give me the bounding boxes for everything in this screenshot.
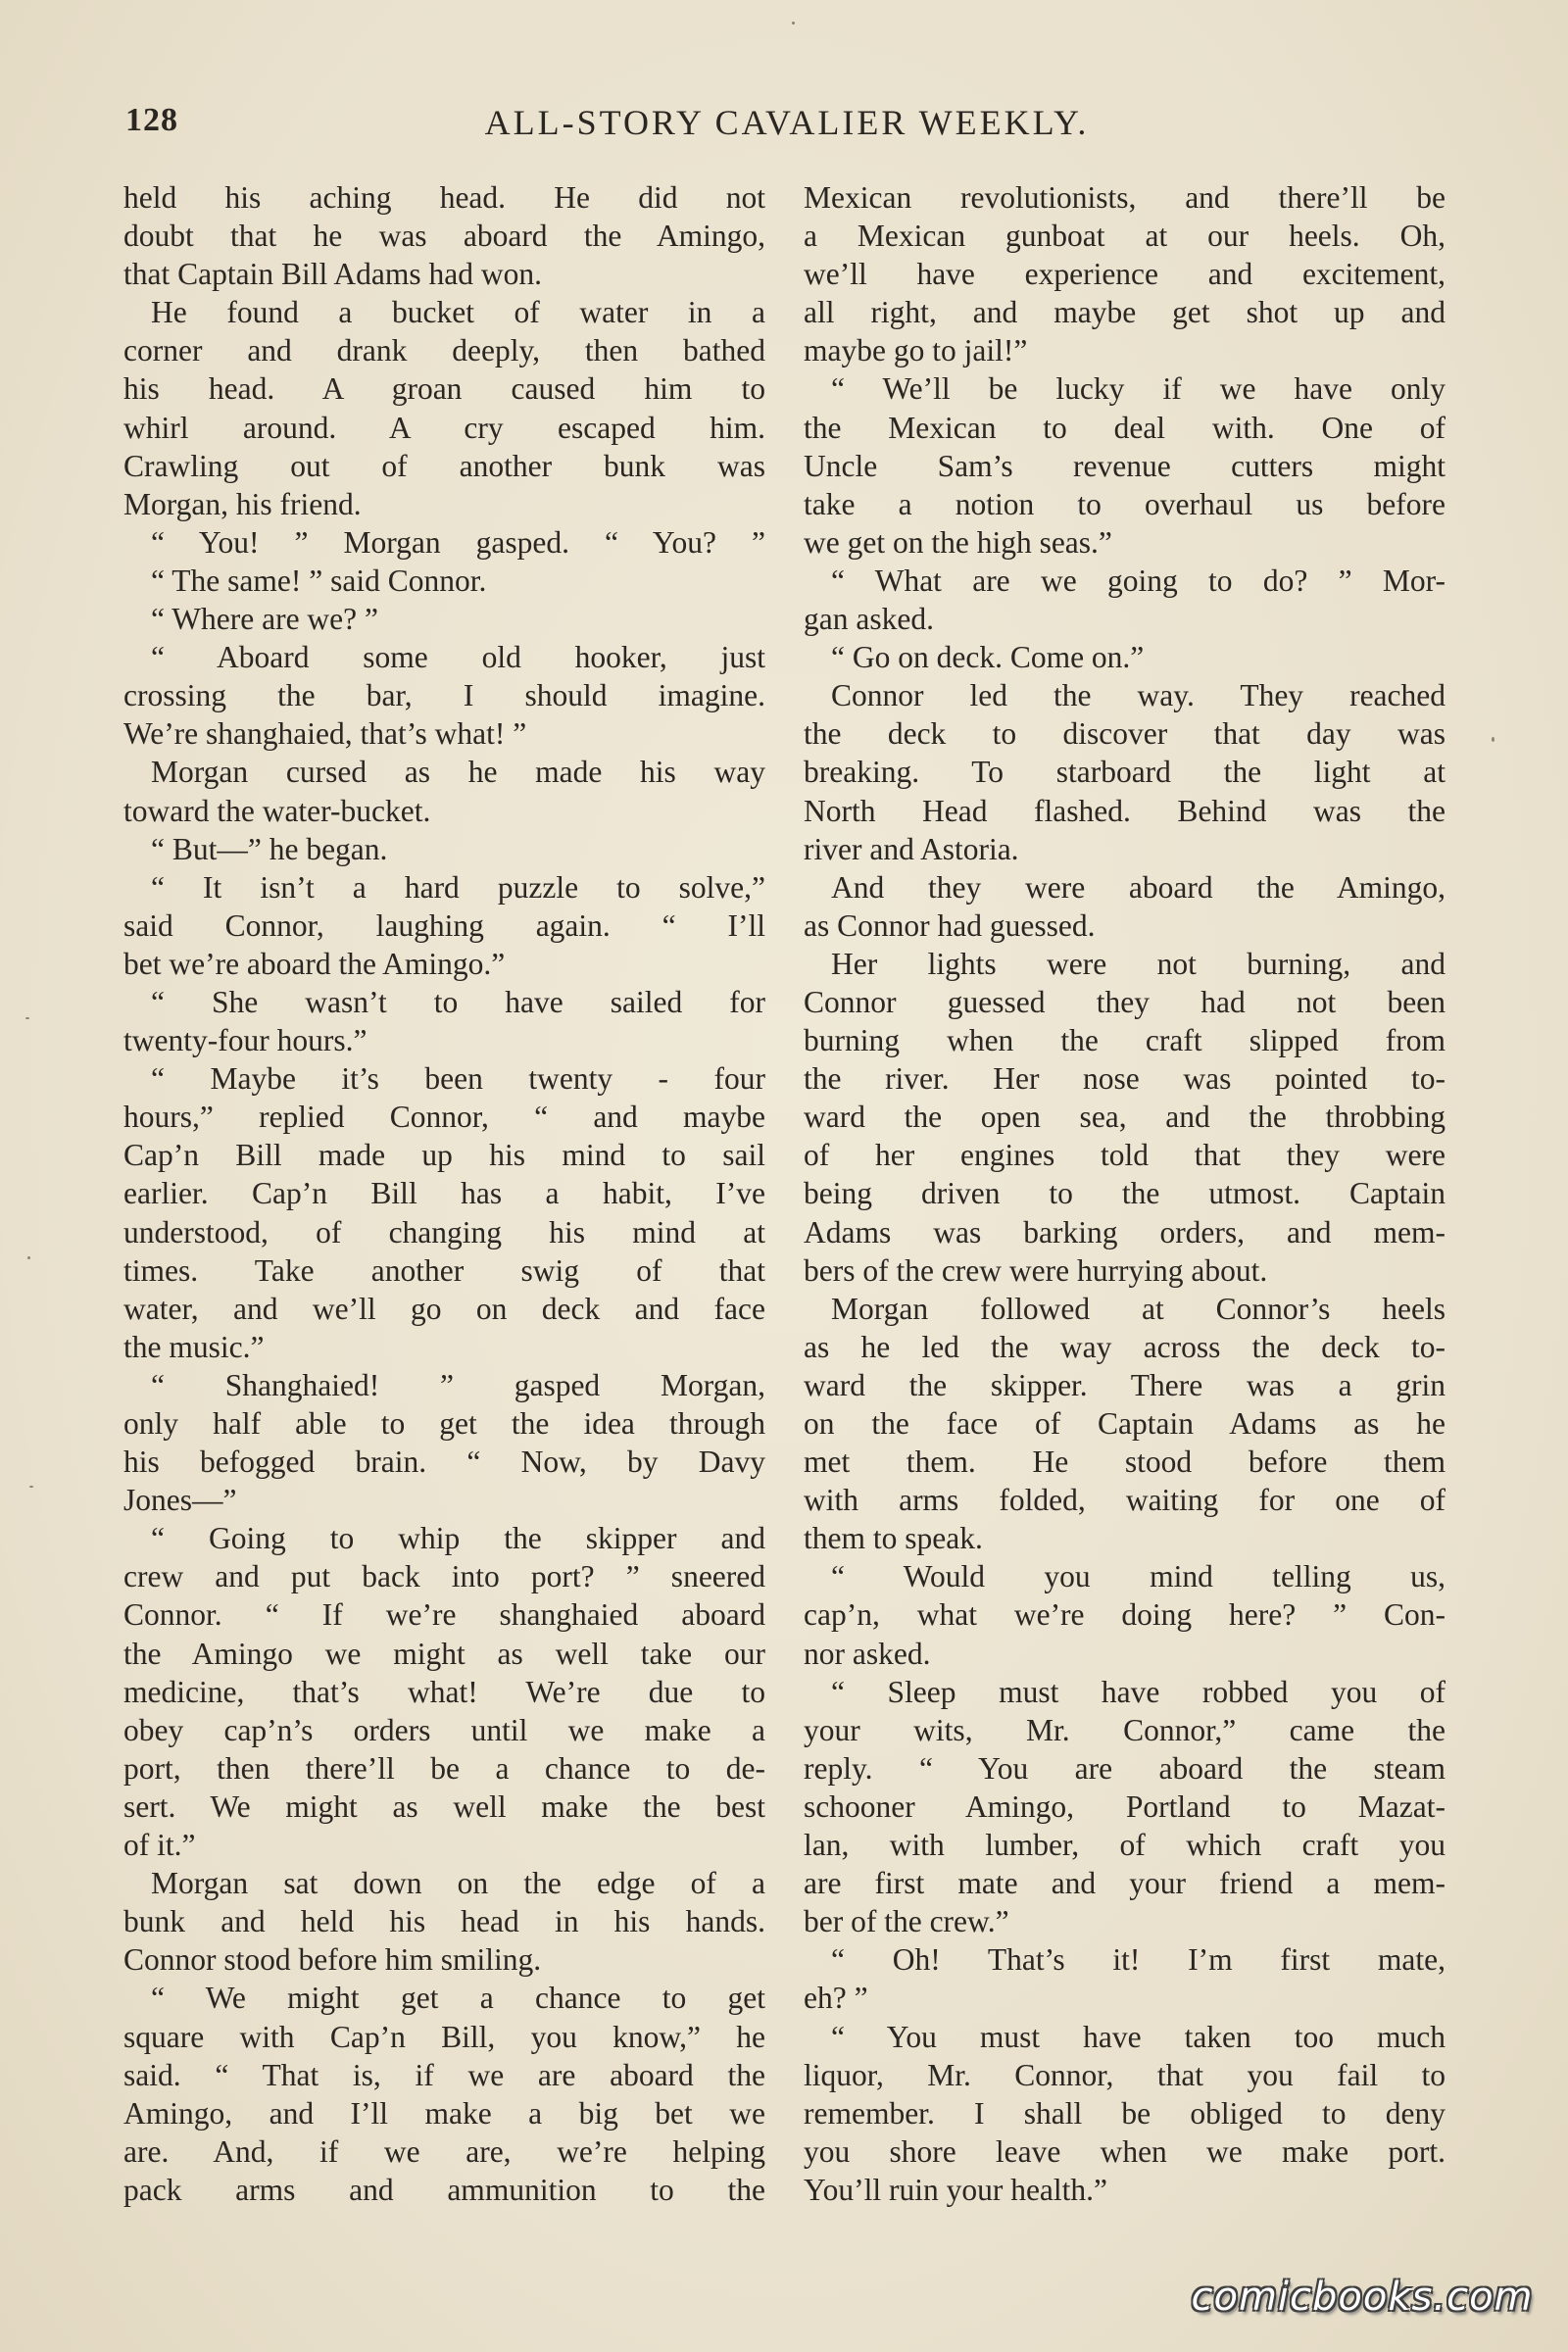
text-line: “ You must have taken too much xyxy=(831,2019,1446,2054)
text-line: Crawling out of another bunk was xyxy=(123,448,765,483)
text-line: Amingo, and I’ll make a big bet we xyxy=(123,2095,765,2131)
text-line: schooner Amingo, Portland to Mazat- xyxy=(804,1788,1446,1824)
text-line: with arms folded, waiting for one of xyxy=(804,1483,1446,1518)
text-line: Morgan cursed as he made his way xyxy=(151,755,765,790)
text-line: doubt that he was aboard the Amingo, xyxy=(123,219,765,254)
text-line: “ The same! ” said Connor. xyxy=(151,563,487,598)
text-line: times. Take another swig of that xyxy=(123,1252,765,1288)
paper-speck xyxy=(25,1017,29,1019)
text-line: “ It isn’t a hard puzzle to solve,” xyxy=(151,869,765,905)
text-line: are first mate and your friend a mem- xyxy=(804,1866,1446,1901)
text-line: “ Sleep must have robbed you of xyxy=(831,1674,1446,1709)
text-line: ber of the crew.” xyxy=(804,1904,1009,1939)
text-line: your wits, Mr. Connor,” came the xyxy=(804,1712,1446,1747)
text-line: bet we’re aboard the Amingo.” xyxy=(123,946,506,981)
text-line: Mexican revolutionists, and there’ll be xyxy=(804,180,1446,215)
text-line: the river. Her nose was pointed to- xyxy=(804,1061,1446,1097)
text-line: eh? ” xyxy=(804,1981,868,2016)
text-line: Connor led the way. They reached xyxy=(831,678,1446,713)
text-line: We’re shanghaied, that’s what! ” xyxy=(123,716,527,752)
text-line: the deck to discover that day was xyxy=(804,716,1446,752)
text-line: burning when the craft slipped from xyxy=(804,1023,1446,1058)
left-column xyxy=(123,178,765,2209)
text-line: all right, and maybe get shot up and xyxy=(804,295,1446,330)
text-line: corner and drank deeply, then bathed xyxy=(123,333,765,368)
text-line: “ Going to whip the skipper and xyxy=(151,1521,765,1556)
text-line: twenty-four hours.” xyxy=(123,1023,368,1058)
text-line: “ Aboard some old hooker, just xyxy=(151,640,765,675)
text-line: we’ll have experience and excitement, xyxy=(804,257,1446,292)
text-line: we get on the high seas.” xyxy=(804,524,1112,560)
text-line: And they were aboard the Amingo, xyxy=(831,869,1446,905)
text-line: “ You! ” Morgan gasped. “ You? ” xyxy=(151,524,765,560)
text-line: Connor stood before him smiling. xyxy=(123,1942,542,1978)
text-line: toward the water-bucket. xyxy=(123,793,431,828)
text-line: Connor. “ If we’re shanghaied aboard xyxy=(123,1597,765,1633)
running-head: ALL-STORY CAVALIER WEEKLY. xyxy=(484,103,1090,142)
text-line: bunk and held his head in his hands. xyxy=(123,1904,765,1939)
text-line: that Captain Bill Adams had won. xyxy=(123,257,542,292)
text-line: whirl around. A cry escaped him. xyxy=(123,410,765,445)
text-line: Her lights were not burning, and xyxy=(831,946,1446,981)
text-line: understood, of changing his mind at xyxy=(123,1214,765,1250)
text-line: the Amingo we might as well take our xyxy=(123,1636,765,1671)
text-line: “ But—” he began. xyxy=(151,831,388,866)
text-line: medicine, that’s what! We’re due to xyxy=(123,1674,765,1709)
text-line: “ We might get a chance to get xyxy=(151,1981,765,2016)
text-line: as Connor had guessed. xyxy=(804,907,1096,943)
text-line: the music.” xyxy=(123,1329,265,1364)
text-line: you shore leave when we make port. xyxy=(804,2133,1446,2169)
text-line: “ Shanghaied! ” gasped Morgan, xyxy=(151,1367,765,1402)
text-line: “ She wasn’t to have sailed for xyxy=(151,984,765,1019)
text-line: Cap’n Bill made up his mind to sail xyxy=(123,1138,765,1173)
right-column xyxy=(804,178,1446,2209)
text-line: only half able to get the idea through xyxy=(123,1406,765,1441)
text-line: Morgan sat down on the edge of a xyxy=(151,1866,765,1901)
text-line: lan, with lumber, of which craft you xyxy=(804,1828,1446,1863)
text-line: “ Where are we? ” xyxy=(151,602,378,637)
text-line: on the face of Captain Adams as he xyxy=(804,1406,1446,1441)
text-line: met them. He stood before them xyxy=(804,1445,1446,1480)
text-line: earlier. Cap’n Bill has a habit, I’ve xyxy=(123,1176,765,1211)
text-line: “ Maybe it’s been twenty - four xyxy=(151,1061,765,1097)
text-line: crew and put back into port? ” sneered xyxy=(123,1559,765,1594)
text-line: “ We’ll be lucky if we have only xyxy=(831,371,1446,407)
text-line: his befogged brain. “ Now, by Davy xyxy=(123,1445,765,1480)
text-line: of it.” xyxy=(123,1828,196,1863)
text-line: the Mexican to deal with. One of xyxy=(804,410,1446,445)
text-line: square with Cap’n Bill, you know,” he xyxy=(123,2019,765,2054)
text-line: “ Oh! That’s it! I’m first mate, xyxy=(831,1942,1446,1978)
text-line: reply. “ You are aboard the steam xyxy=(804,1750,1446,1786)
text-line: them to speak. xyxy=(804,1521,983,1556)
text-line: said. “ That is, if we are aboard the xyxy=(123,2057,765,2092)
text-line: Morgan followed at Connor’s heels xyxy=(831,1291,1446,1326)
text-line: gan asked. xyxy=(804,602,934,637)
text-line: North Head flashed. Behind was the xyxy=(804,793,1446,828)
paper-speck xyxy=(792,22,795,24)
page-header xyxy=(125,102,1448,151)
text-line: said Connor, laughing again. “ I’ll xyxy=(123,907,765,943)
text-line: port, then there’ll be a chance to de- xyxy=(123,1750,765,1786)
text-line: are. And, if we are, we’re helping xyxy=(123,2133,765,2169)
text-line: a Mexican gunboat at our heels. Oh, xyxy=(804,219,1446,254)
text-line: held his aching head. He did not xyxy=(123,180,765,215)
text-line: nor asked. xyxy=(804,1636,931,1671)
text-line: as he led the way across the deck to- xyxy=(804,1329,1446,1364)
text-line: of her engines told that they were xyxy=(804,1138,1446,1173)
text-line: pack arms and ammunition to the xyxy=(123,2172,765,2207)
text-line: You’ll ruin your health.” xyxy=(804,2172,1108,2207)
text-line: Connor guessed they had not been xyxy=(804,984,1446,1019)
text-line: water, and we’ll go on deck and face xyxy=(123,1291,765,1326)
text-line: cap’n, what we’re doing here? ” Con- xyxy=(804,1597,1446,1633)
paper-speck xyxy=(29,1486,33,1488)
watermark-logo: comicbooks.com xyxy=(1191,2275,1534,2320)
text-line: He found a bucket of water in a xyxy=(151,295,765,330)
text-line: Adams was barking orders, and mem- xyxy=(804,1214,1446,1250)
text-line: ward the open sea, and the throbbing xyxy=(804,1100,1446,1135)
text-line: sert. We might as well make the best xyxy=(123,1788,765,1824)
text-line: his head. A groan caused him to xyxy=(123,371,765,407)
page-number: 128 xyxy=(125,102,178,138)
text-line: Uncle Sam’s revenue cutters might xyxy=(804,448,1446,483)
text-line: river and Astoria. xyxy=(804,831,1019,866)
text-line: Morgan, his friend. xyxy=(123,486,362,521)
text-line: being driven to the utmost. Captain xyxy=(804,1176,1446,1211)
text-line: Jones—” xyxy=(123,1483,237,1518)
paper-speck xyxy=(1492,737,1494,742)
text-line: hours,” replied Connor, “ and maybe xyxy=(123,1100,765,1135)
text-line: “ Go on deck. Come on.” xyxy=(831,640,1145,675)
text-line: ward the skipper. There was a grin xyxy=(804,1367,1446,1402)
text-line: crossing the bar, I should imagine. xyxy=(123,678,765,713)
text-line: maybe go to jail!” xyxy=(804,333,1028,368)
text-line: bers of the crew were hurrying about. xyxy=(804,1252,1268,1288)
text-line: breaking. To starboard the light at xyxy=(804,755,1446,790)
paper-speck xyxy=(27,1256,30,1259)
text-line: take a notion to overhaul us before xyxy=(804,486,1446,521)
text-line: remember. I shall be obliged to deny xyxy=(804,2095,1446,2131)
text-line: “ Would you mind telling us, xyxy=(831,1559,1446,1594)
text-line: “ What are we going to do? ” Mor- xyxy=(831,563,1446,598)
text-line: liquor, Mr. Connor, that you fail to xyxy=(804,2057,1446,2092)
text-line: obey cap’n’s orders until we make a xyxy=(123,1712,765,1747)
